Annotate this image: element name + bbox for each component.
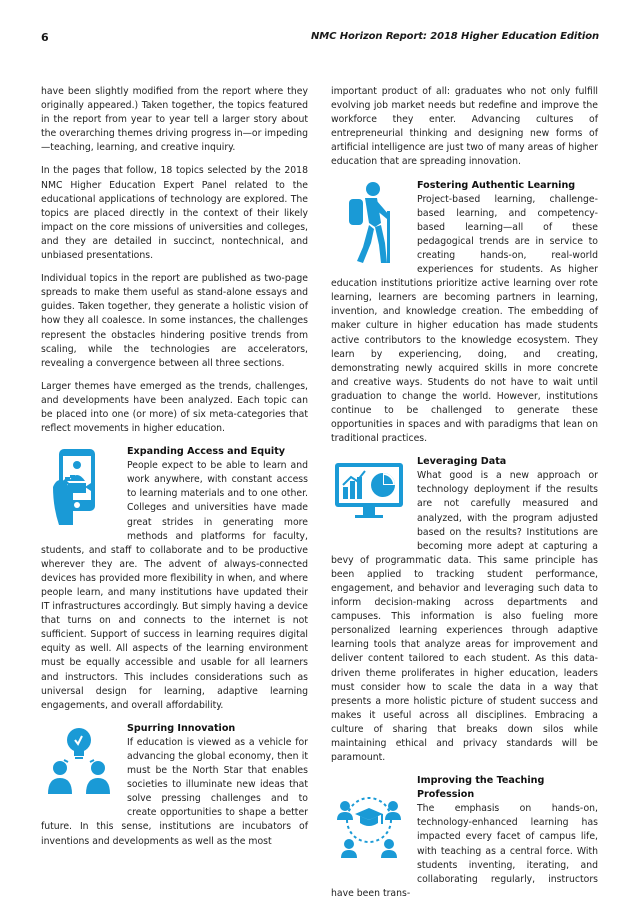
section-teaching-profession xyxy=(331,774,598,909)
mobile-learner-icon xyxy=(41,445,117,533)
left-column xyxy=(41,85,308,857)
section-expanding-access xyxy=(41,445,308,721)
section-title: Spurring Innovation xyxy=(127,722,236,734)
lightbulb-people-icon xyxy=(41,722,117,810)
graduate-network-icon xyxy=(331,788,407,876)
body-paragraph: Larger themes have emerged as the trends, challenges, and developments have been analyzed. Each topic can be placed into one (or more) of six meta-categories that reflect movements in higher education. xyxy=(41,380,308,435)
section-text: People expect to be able to learn and work anywhere, with constant access to learning materials and to one other. Colleges and universities have made great strides in generating more methods and platforms for faculty, students, and staff to collaborate and to be productive wherever they are. The advent of always-connected devices has provided more flexibility in when, and where people learn, and many institutions have updated their IT infrastructures accordingly. But simply having a device that turns on and connects to the internet is not sufficient. Support of success in learning requires digital equity as well. All aspects of the learning environment must be equally accessible and usable for all learners and instructors. This includes considerations such as universal design for learning, adaptive learning engagements, and overall affordability. xyxy=(41,460,308,711)
running-header: NMC Horizon Report: 2018 Higher Education Edition xyxy=(311,31,599,42)
right-column xyxy=(331,85,598,909)
section-title: Improving the Teaching Profession xyxy=(417,775,545,801)
section-title: Expanding Access and Equity xyxy=(127,446,286,458)
body-paragraph: important product of all: graduates who not only fulfill evolving job market needs but redefine and improve the workforce they enter. Advancing cultures of entrepreneurial thinking and designing new forms of artificial intelligence are just two of many areas of higher education that are spreading innovation. xyxy=(331,86,598,168)
section-text: What good is a new approach or technology deployment if the results are not carefully measured and analyzed, with the program adjusted based on the results? Institutions are becoming more adept at capturing a bevy of programmatic data. This same principle has been applied to tracking student performance, engagement, and behavior and leveraging such data to inform decision-making across departments and campuses. This information is also fueling more personalized learning experiences through adaptive learning tools that analyze areas for improvement and deliver content tailored to each student. As this data-driven theme proliferates in higher education, leaders must consider how to scale the data in a way that presents a more holistic picture of student success and makes it useful across all disciplines. Embracing a culture of sharing that breaks down silos while maintaining ethical and privacy standards will be paramount. xyxy=(331,470,598,764)
body-paragraph: have been slightly modified from the report where they originally appeared.) Taken together, the topics featured in the report from year to year tell a larger story about the overarching themes driving progress in—or impeding—teaching, learning, and creative inquiry. xyxy=(41,86,308,154)
section-text: If education is viewed as a vehicle for advancing the global economy, then it must be the North Star that enables societies to illuminate new ideas that solve pressing challenges and to create opportunities to shape a better future. In this sense, institutions are incubators of inventions and developments as well as the most xyxy=(41,736,308,847)
section-leveraging-data xyxy=(331,455,598,773)
body-paragraph: Individual topics in the report are published as two-page spreads to make them useful as stand-alone essays and guides. Taken together, they generate a holistic vision of how they all coalesce. In some instances, the challenges represent the obstacles hindering positive trends from scaling, while the technologies are accelerators, revealing a convergence between all three sections. xyxy=(41,273,308,369)
body-paragraph: In the pages that follow, 18 topics selected by the 2018 NMC Higher Education Expert Panel related to the educational applications of technology are explored. The topics are placed directly in the context of their likely impact on the core missions of universities and colleges, and they are detailed in succinct, nontechnical, and unbiased presentations. xyxy=(41,165,308,262)
section-text: The emphasis on hands-on, technology-enhanced learning has impacted every facet of campus life, with teaching as a central force. With students inventing, iterating, and collaborating regularly, instructors have been trans- xyxy=(331,803,598,899)
hiker-icon xyxy=(331,179,407,267)
section-authentic-learning xyxy=(331,179,598,455)
data-charts-icon xyxy=(331,455,407,543)
section-title: Fostering Authentic Learning xyxy=(417,179,576,191)
page-number: 6 xyxy=(41,31,49,44)
section-spurring-innovation xyxy=(41,722,308,857)
section-title: Leveraging Data xyxy=(417,456,507,468)
section-text: Project-based learning, challenge-based learning, and competency-based learning—all of these pedagogical trends are in service to creating hands-on, real-world experiences for students. As higher education institutions prioritize active learning over rote learning, learners are becoming partners in learning, invention, and knowledge creation. The embedding of maker culture in higher education has made students active contributors to the knowledge ecosystem. They learn by experiencing, doing, and creating, demonstrating newly acquired skills in more concrete and creative ways. Students do not have to wait until graduation to change the world. However, institutions continue to be challenged to generate these opportunities in spaces and with paradigms that lean on traditional practices. xyxy=(331,193,598,445)
